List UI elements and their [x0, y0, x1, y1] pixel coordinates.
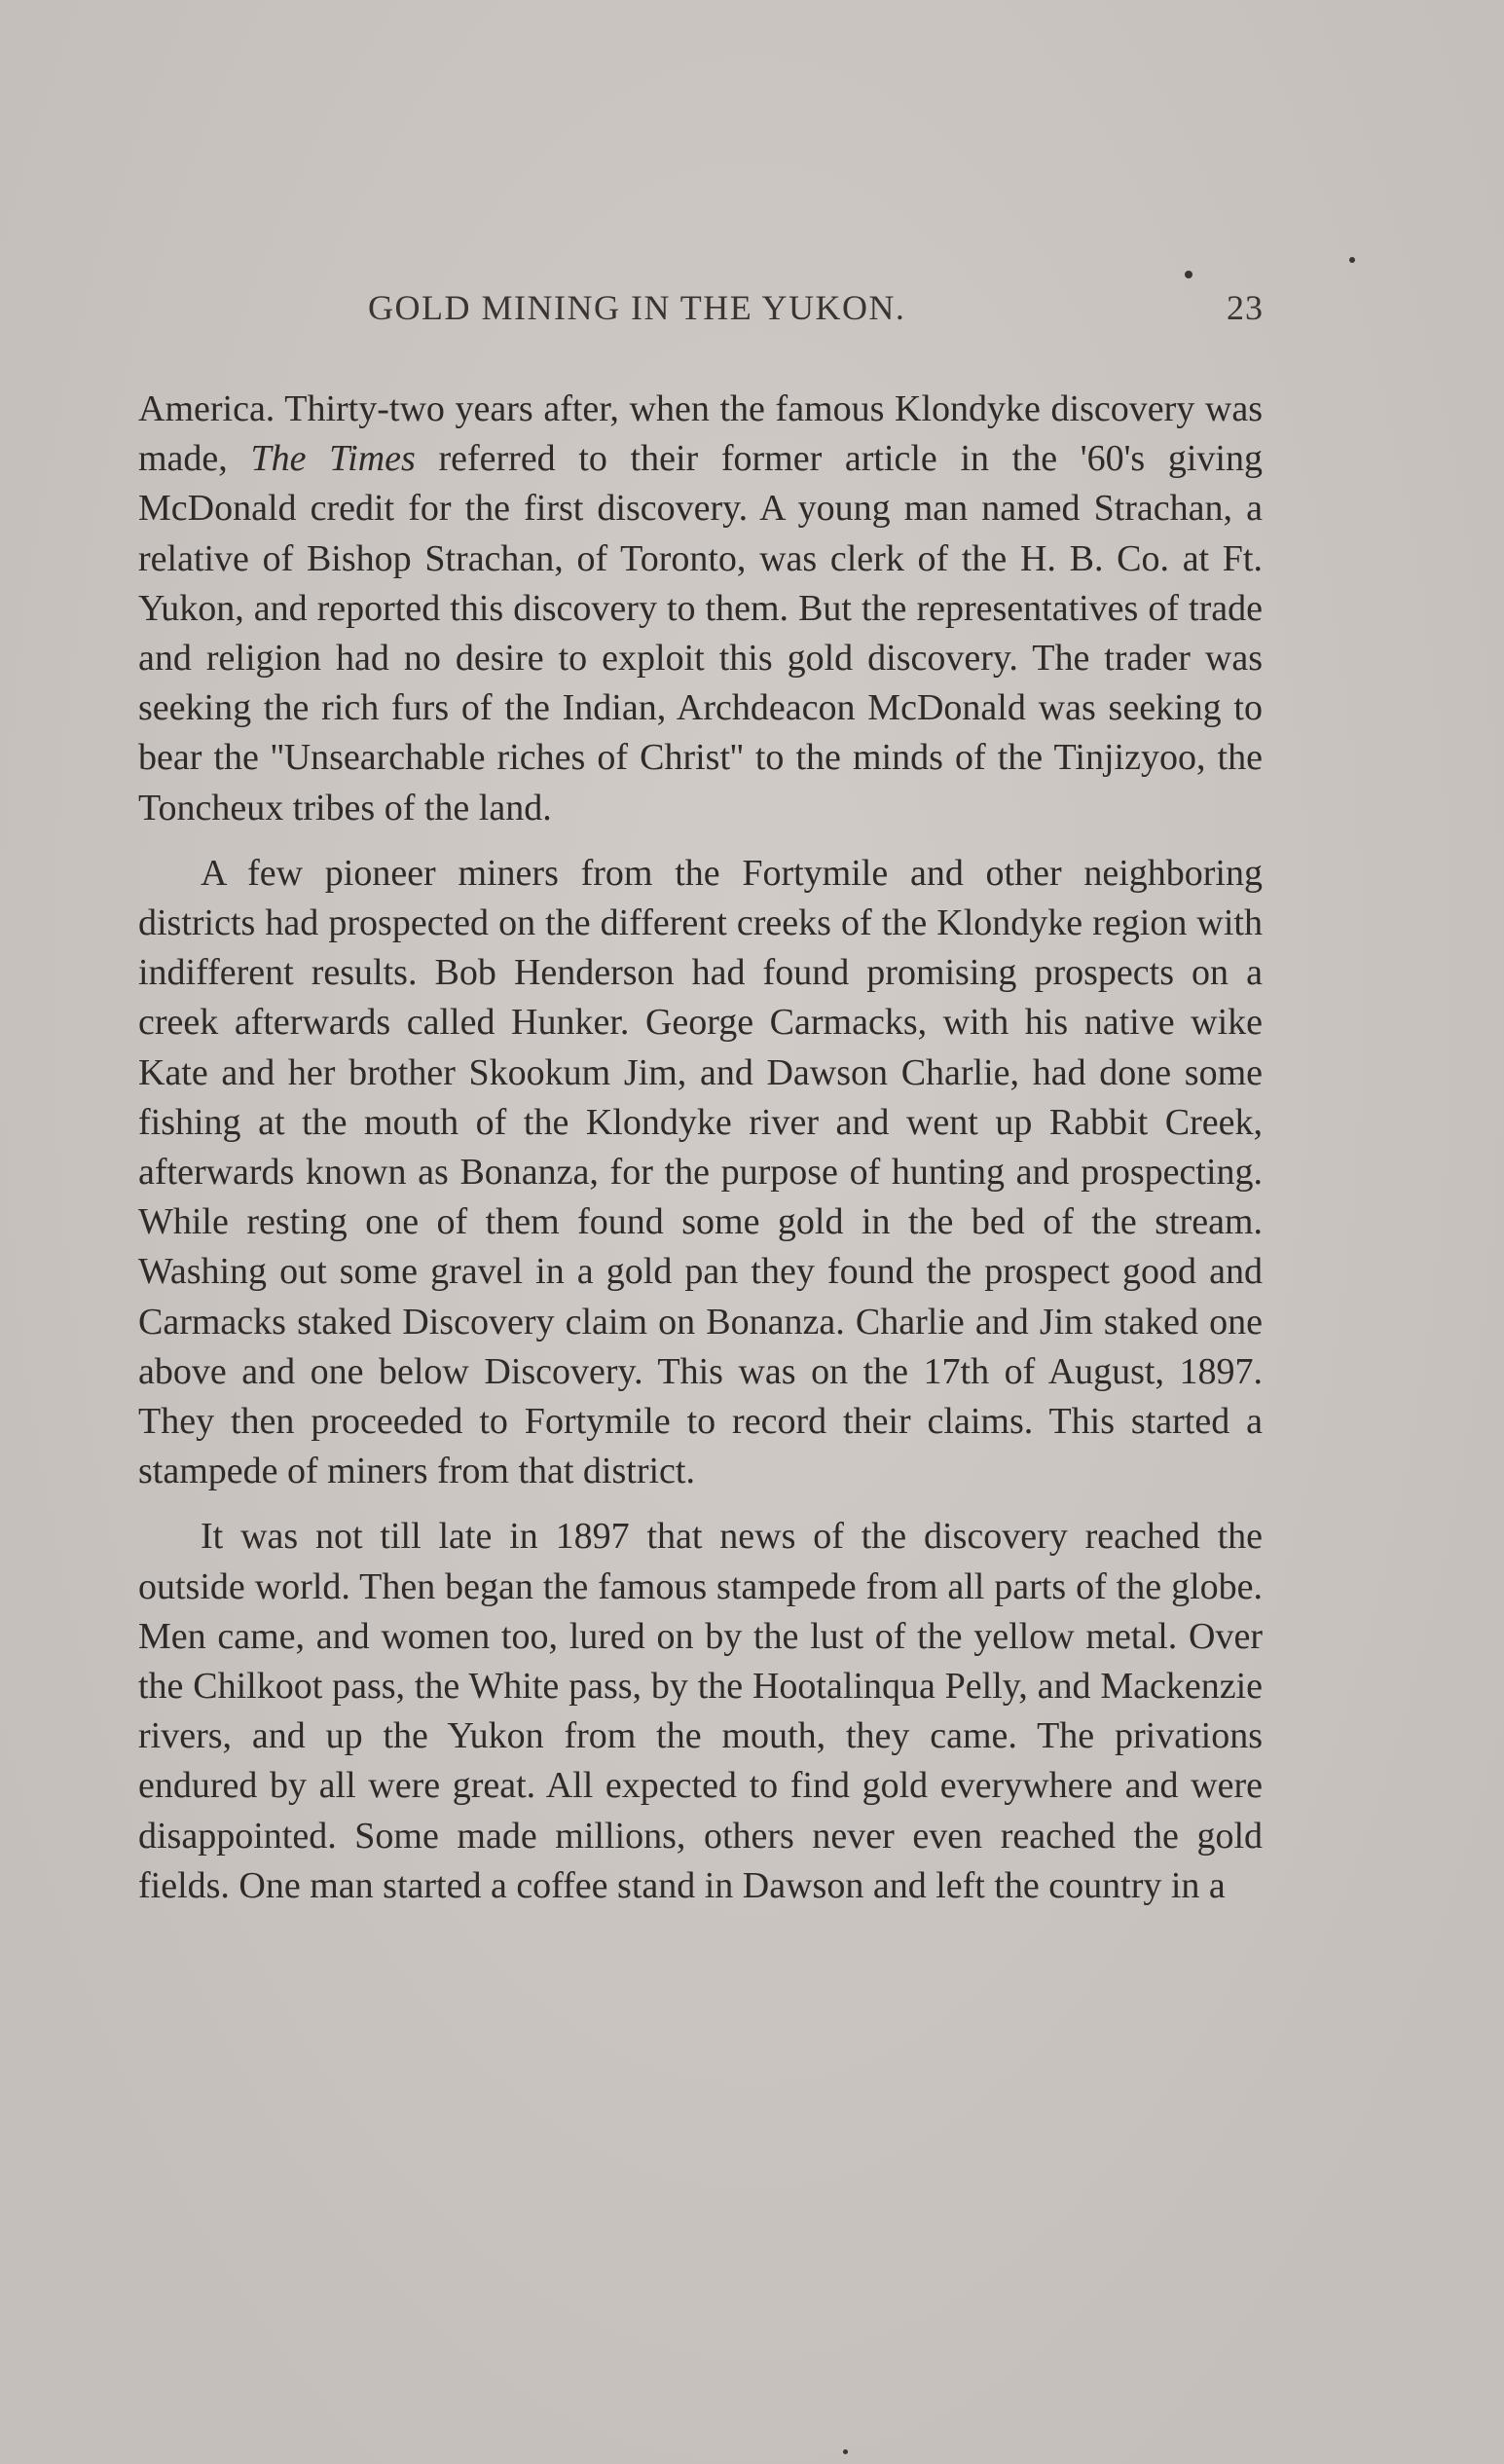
running-title: GOLD MINING IN THE YUKON.: [368, 288, 906, 327]
paragraph-1: [138, 385, 1263, 833]
newspaper-title: The Times: [250, 438, 416, 480]
paragraph-3: It was not till late in 1897 that news of the discovery reached the outside world. Then began the famous stampede from all parts of the globe. Men came, and women too, lured on by the lust of the yellow metal. Over the Chilkoot pass, the White pass, by the Hootalinqua Pelly, and Mackenzie rivers, and up the Yukon from the mouth, they came. The privations endured by all were great. All expected to find gold everywhere and were disappointed. Some made millions, others never even reached the gold fields. One man started a coffee stand in Dawson and left the country in a: [138, 1516, 1263, 1906]
paragraph-2: A few pioneer miners from the Fortymile and other neighboring districts had prospected on the different creeks of the Klondyke region with indifferent results. Bob Henderson had found promising prospects on a creek afterwards called Hunker. George Carmacks, with his native wike Kate and her brother Skookum Jim, and Dawson Charlie, had done some fishing at the mouth of the Klondyke river and went up Rabbit Creek, afterwards known as Bonanza, for the purpose of hunting and prospecting. While resting one of them found some gold in the bed of the stream. Washing out some gravel in a gold pan they found the prospect good and Carmacks staked Discovery claim on Bonanza. Charlie and Jim staked one above and one below Discovery. This was on the 17th of August, 1897. They then proceeded to Fortymile to record their claims. This started a stampede of miners from that district.: [138, 852, 1263, 1492]
running-head: [368, 287, 1264, 338]
paragraph-1-text-end: referred to their former article in the '60's giving McDonald credit for the first discovery. A young man named Strachan, a relative of Bishop Strachan, of Toronto, was clerk of the H. B. Co. at Ft. Yukon, and reported this discovery to them. But the representatives of trade and religion had no desire to exploit this gold discovery. The trader was seeking the rich furs of the Indian, Archdeacon McDonald was seeking to bear the ''Unsearchable riches of Christ'' to the minds of the Tinjizyoo, the Toncheux tribes of the land.: [138, 438, 1263, 828]
print-speck: [1185, 271, 1192, 278]
print-speck: [843, 2449, 848, 2454]
body-text: [138, 385, 1263, 1927]
print-speck: [1349, 257, 1355, 263]
page-number: 23: [1227, 288, 1264, 327]
paragraph-1-text-start: America. Thirty-two years after, when the famous Klondyke discovery was made,: [138, 388, 1263, 480]
